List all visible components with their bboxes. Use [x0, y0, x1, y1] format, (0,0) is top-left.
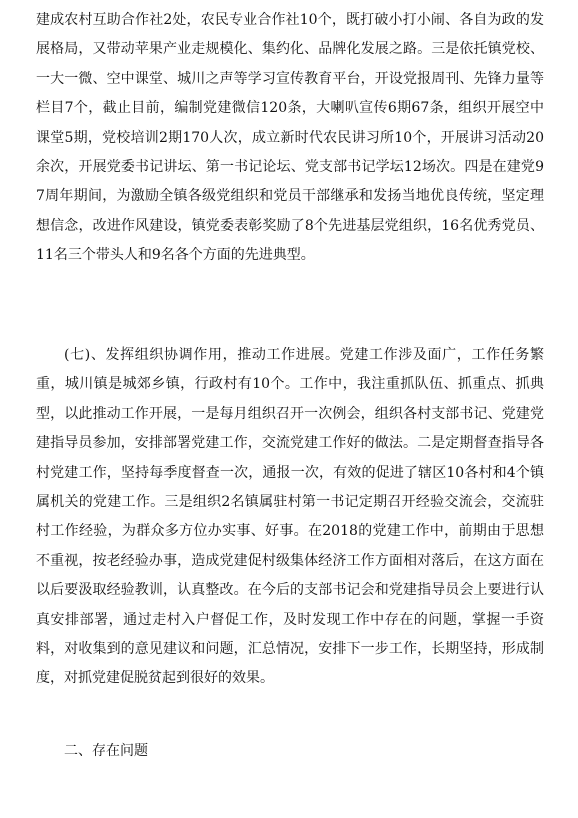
body-paragraph-section-seven: (七)、发挥组织协调作用，推动工作进展。党建工作涉及面广，工作任务繁重，城川镇是城郊乡镇，行政村有10个。工作中，我注重抓队伍、抓重点、抓典型，以此推动工作开展，一是每月组织召开一次例会，组织各村支部书记、党建党建指导员参加，安排部署党建工作，交流党建工作好的做法。二是定期督查指导各村党建工作，坚持每季度督查一次，通报一次，有效的促进了辖区10各村和4个镇属机关的党建工作。三是组织2名镇属驻村第一书记定期召开经验交流会，交流驻村工作经验，为群众多方位办实事、好事。在2018的党建工作中，前期由于思想不重视，按老经验办事，造成党建促村级集体经济工作方面相对落后，在这方面在以后要汲取经验教训，认真整改。在今后的支部书记会和党建指导员会上要进行认真安排部署，通过走村入户督促工作，及时发现工作中存在的问题，掌握一手资料，对收集到的意见建议和问题，汇总情况，安排下一步工作，长期坚持，形成制度，对抓党建促脱贫起到很好的效果。: [36, 347, 544, 687]
body-paragraph-continuation: 建成农村互助合作社2处，农民专业合作社10个，既打破小打小闹、各自为政的发展格局，又带动苹果产业走规模化、集约化、品牌化发展之路。三是依托镇党校、一大一微、空中课堂、城川之声等学习宣传教育平台，开设党报周刊、先锋力量等栏目7个，截止目前，编制党建微信120条，大喇叭宣传6期67条，组织开展空中课堂5期，党校培训2期170人次，成立新时代农民讲习所10个，开展讲习活动20余次，开展党委书记讲坛、第一书记论坛、党支部书记学坛12场次。四是在建党97周年期间，为激励全镇各级党组织和党员干部继承和发扬当地优良传统，坚定理想信念，改进作风建设，镇党委表彰奖励了8个先进基层党组织，16名优秀党员、11名三个带头人和9名各个方面的先进典型。: [36, 12, 544, 264]
section-heading: 二、存在问题: [64, 743, 148, 759]
